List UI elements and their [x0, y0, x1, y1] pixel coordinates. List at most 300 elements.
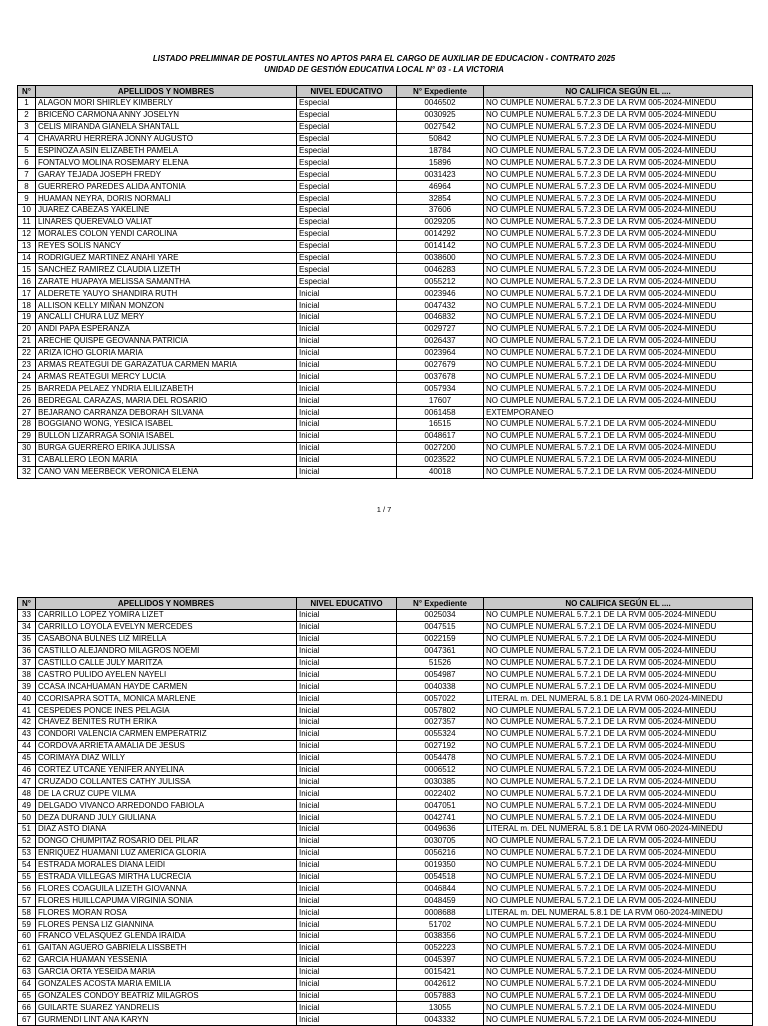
table-row: [18, 669, 753, 681]
row-number: 9: [18, 193, 36, 205]
applicant-name: GONZALES CONDOY BEATRIZ MILAGROS: [36, 990, 297, 1002]
row-number: 60: [18, 931, 36, 943]
disqualification-reason: NO CUMPLE NUMERAL 5.7.2.3 DE LA RVM 005-2024-MINEDU: [484, 133, 753, 145]
row-number: 57: [18, 895, 36, 907]
applicant-name: GONZALES ACOSTA MARIA EMILIA: [36, 978, 297, 990]
row-number: 49: [18, 800, 36, 812]
applicant-name: ALLISON KELLY MIÑAN MONZON: [36, 300, 297, 312]
table-row: [18, 835, 753, 847]
applicant-name: FLORES PENSA LIZ GIANNINA: [36, 919, 297, 931]
education-level: Inicial: [297, 610, 397, 622]
disqualification-reason: NO CUMPLE NUMERAL 5.7.2.1 DE LA RVM 005-2024-MINEDU: [484, 621, 753, 633]
row-number: 65: [18, 990, 36, 1002]
applicant-name: CABALLERO LEON MARIA: [36, 454, 297, 466]
applicant-name: CESPEDES PONCE INES PELAGIA: [36, 705, 297, 717]
applicant-name: JUAREZ CABEZAS YAKELINE: [36, 205, 297, 217]
row-number: 51: [18, 824, 36, 836]
table-row: [18, 681, 753, 693]
education-level: Inicial: [297, 705, 397, 717]
row-number: 19: [18, 312, 36, 324]
table-row: [18, 966, 753, 978]
row-number: 17: [18, 288, 36, 300]
education-level: Inicial: [297, 966, 397, 978]
row-number: 6: [18, 157, 36, 169]
file-number: 15896: [397, 157, 484, 169]
disqualification-reason: NO CUMPLE NUMERAL 5.7.2.1 DE LA RVM 005-2024-MINEDU: [484, 347, 753, 359]
education-level: Inicial: [297, 1014, 397, 1026]
education-level: Inicial: [297, 681, 397, 693]
col-header-number: N°: [18, 86, 36, 98]
disqualification-reason: NO CUMPLE NUMERAL 5.7.2.1 DE LA RVM 005-2024-MINEDU: [484, 931, 753, 943]
education-level: Inicial: [297, 788, 397, 800]
row-number: 55: [18, 871, 36, 883]
row-number: 42: [18, 717, 36, 729]
file-number: 0014292: [397, 228, 484, 240]
disqualification-reason: NO CUMPLE NUMERAL 5.7.2.3 DE LA RVM 005-2024-MINEDU: [484, 98, 753, 110]
education-level: Especial: [297, 264, 397, 276]
file-number: 0054478: [397, 752, 484, 764]
file-number: 0047432: [397, 300, 484, 312]
applicant-name: GAITAN AGUERO GABRIELA LISSBETH: [36, 942, 297, 954]
table-row: [18, 1002, 753, 1014]
row-number: 18: [18, 300, 36, 312]
disqualification-reason: NO CUMPLE NUMERAL 5.7.2.3 DE LA RVM 005-2024-MINEDU: [484, 228, 753, 240]
applicant-name: GUILARTE SUAREZ YANDRELIS: [36, 1002, 297, 1014]
applicant-name: DEZA DURAND JULY GIULIANA: [36, 812, 297, 824]
row-number: 67: [18, 1014, 36, 1026]
table-row: [18, 919, 753, 931]
row-number: 3: [18, 121, 36, 133]
row-number: 22: [18, 347, 36, 359]
applicant-name: FONTALVO MOLINA ROSEMARY ELENA: [36, 157, 297, 169]
file-number: 0048617: [397, 430, 484, 442]
table-row: [18, 133, 753, 145]
document-title-line1: LISTADO PRELIMINAR DE POSTULANTES NO APTOS PARA EL CARGO DE AUXILIAR DE EDUCACION - CONTRATO 2025: [152, 54, 616, 63]
table-row: [18, 847, 753, 859]
file-number: 0031423: [397, 169, 484, 181]
col-header-reason: NO CALIFICA SEGÚN EL ....: [484, 86, 753, 98]
file-number: 0047515: [397, 621, 484, 633]
file-number: 0023946: [397, 288, 484, 300]
education-level: Inicial: [297, 764, 397, 776]
file-number: 0027542: [397, 121, 484, 133]
file-number: 0029727: [397, 323, 484, 335]
file-number: 0046502: [397, 98, 484, 110]
disqualification-reason: NO CUMPLE NUMERAL 5.7.2.1 DE LA RVM 005-2024-MINEDU: [484, 419, 753, 431]
col-header-level: NIVEL EDUCATIVO: [297, 86, 397, 98]
education-level: Inicial: [297, 454, 397, 466]
education-level: Especial: [297, 252, 397, 264]
col-header-file: N° Expediente: [397, 86, 484, 98]
education-level: Inicial: [297, 776, 397, 788]
disqualification-reason: LITERAL m. DEL NUMERAL 5.8.1 DE LA RVM 060-2024-MINEDU: [484, 693, 753, 705]
education-level: Inicial: [297, 419, 397, 431]
table-row: [18, 383, 753, 395]
education-level: Inicial: [297, 835, 397, 847]
applicant-name: GARCIA HUAMAN YESSENIA: [36, 954, 297, 966]
disqualification-reason: NO CUMPLE NUMERAL 5.7.2.1 DE LA RVM 005-2024-MINEDU: [484, 859, 753, 871]
file-number: 0054987: [397, 669, 484, 681]
table-row: [18, 264, 753, 276]
row-number: 44: [18, 740, 36, 752]
education-level: Especial: [297, 133, 397, 145]
education-level: Inicial: [297, 359, 397, 371]
education-level: Inicial: [297, 312, 397, 324]
education-level: Inicial: [297, 895, 397, 907]
table-body-page1: [18, 98, 753, 479]
row-number: 66: [18, 1002, 36, 1014]
disqualification-reason: NO CUMPLE NUMERAL 5.7.2.1 DE LA RVM 005-2024-MINEDU: [484, 430, 753, 442]
col-header-reason: NO CALIFICA SEGÚN EL ....: [484, 598, 753, 610]
education-level: Especial: [297, 228, 397, 240]
applicant-name: CARRILLO LOPEZ YOMIRA LIZET: [36, 610, 297, 622]
table-row: [18, 693, 753, 705]
row-number: 58: [18, 907, 36, 919]
education-level: Inicial: [297, 300, 397, 312]
row-number: 53: [18, 847, 36, 859]
applicants-table-page2: [17, 597, 753, 1026]
education-level: Inicial: [297, 407, 397, 419]
file-number: 0046283: [397, 264, 484, 276]
table-row: [18, 205, 753, 217]
row-number: 34: [18, 621, 36, 633]
row-number: 30: [18, 442, 36, 454]
row-number: 1: [18, 98, 36, 110]
table-row: [18, 323, 753, 335]
row-number: 45: [18, 752, 36, 764]
table-row: [18, 931, 753, 943]
disqualification-reason: NO CUMPLE NUMERAL 5.7.2.1 DE LA RVM 005-2024-MINEDU: [484, 669, 753, 681]
education-level: Especial: [297, 98, 397, 110]
applicant-name: ARECHE QUISPE GEOVANNA PATRICIA: [36, 335, 297, 347]
file-number: 0057934: [397, 383, 484, 395]
applicant-name: LINARES QUEREVALO VALIAT: [36, 216, 297, 228]
file-number: 17607: [397, 395, 484, 407]
disqualification-reason: NO CUMPLE NUMERAL 5.7.2.1 DE LA RVM 005-2024-MINEDU: [484, 800, 753, 812]
applicant-name: ANCALLI CHURA LUZ MERY: [36, 312, 297, 324]
applicant-name: CASTRO PULIDO AYELEN NAYELI: [36, 669, 297, 681]
education-level: Inicial: [297, 693, 397, 705]
row-number: 50: [18, 812, 36, 824]
table-row: [18, 216, 753, 228]
table-row: [18, 312, 753, 324]
row-number: 28: [18, 419, 36, 431]
applicant-name: ENRIQUEZ HUAMANI LUZ AMERICA GLORIA: [36, 847, 297, 859]
applicants-table-page1: [17, 85, 753, 479]
row-number: 48: [18, 788, 36, 800]
education-level: Especial: [297, 205, 397, 217]
table-row: [18, 871, 753, 883]
education-level: Especial: [297, 216, 397, 228]
disqualification-reason: NO CUMPLE NUMERAL 5.7.2.1 DE LA RVM 005-2024-MINEDU: [484, 466, 753, 478]
file-number: 0027357: [397, 717, 484, 729]
applicant-name: BARREDA PELAEZ YNDRIA ELILIZABETH: [36, 383, 297, 395]
table-row: [18, 454, 753, 466]
file-number: 0040338: [397, 681, 484, 693]
disqualification-reason: NO CUMPLE NUMERAL 5.7.2.1 DE LA RVM 005-2024-MINEDU: [484, 300, 753, 312]
education-level: Inicial: [297, 442, 397, 454]
table-row: [18, 788, 753, 800]
table-row: [18, 359, 753, 371]
row-number: 33: [18, 610, 36, 622]
applicant-name: DELGADO VIVANCO ARREDONDO FABIOLA: [36, 800, 297, 812]
education-level: Inicial: [297, 859, 397, 871]
file-number: 0061458: [397, 407, 484, 419]
row-number: 39: [18, 681, 36, 693]
education-level: Especial: [297, 240, 397, 252]
disqualification-reason: NO CUMPLE NUMERAL 5.7.2.3 DE LA RVM 005-2024-MINEDU: [484, 205, 753, 217]
file-number: 0030385: [397, 776, 484, 788]
row-number: 8: [18, 181, 36, 193]
file-number: 0025034: [397, 610, 484, 622]
col-header-number: N°: [18, 598, 36, 610]
education-level: Inicial: [297, 800, 397, 812]
table-row: [18, 800, 753, 812]
row-number: 43: [18, 728, 36, 740]
disqualification-reason: NO CUMPLE NUMERAL 5.7.2.1 DE LA RVM 005-2024-MINEDU: [484, 835, 753, 847]
file-number: 0022402: [397, 788, 484, 800]
file-number: 0027679: [397, 359, 484, 371]
disqualification-reason: NO CUMPLE NUMERAL 5.7.2.1 DE LA RVM 005-2024-MINEDU: [484, 871, 753, 883]
table-row: [18, 157, 753, 169]
education-level: Inicial: [297, 919, 397, 931]
disqualification-reason: NO CUMPLE NUMERAL 5.7.2.1 DE LA RVM 005-2024-MINEDU: [484, 764, 753, 776]
table-row: [18, 109, 753, 121]
education-level: Inicial: [297, 847, 397, 859]
file-number: 0055324: [397, 728, 484, 740]
table-row: [18, 657, 753, 669]
education-level: Inicial: [297, 371, 397, 383]
disqualification-reason: NO CUMPLE NUMERAL 5.7.2.1 DE LA RVM 005-2024-MINEDU: [484, 454, 753, 466]
applicant-name: CHAVEZ BENITES RUTH ERIKA: [36, 717, 297, 729]
disqualification-reason: NO CUMPLE NUMERAL 5.7.2.1 DE LA RVM 005-2024-MINEDU: [484, 633, 753, 645]
disqualification-reason: NO CUMPLE NUMERAL 5.7.2.1 DE LA RVM 005-2024-MINEDU: [484, 371, 753, 383]
file-number: 0026437: [397, 335, 484, 347]
disqualification-reason: NO CUMPLE NUMERAL 5.7.2.3 DE LA RVM 005-2024-MINEDU: [484, 121, 753, 133]
disqualification-reason: NO CUMPLE NUMERAL 5.7.2.1 DE LA RVM 005-2024-MINEDU: [484, 442, 753, 454]
applicant-name: BRICEÑO CARMONA ANNY JOSELYN: [36, 109, 297, 121]
disqualification-reason: NO CUMPLE NUMERAL 5.7.2.3 DE LA RVM 005-2024-MINEDU: [484, 145, 753, 157]
file-number: 0038356: [397, 931, 484, 943]
applicant-name: CRUZADO COLLANTES CATHY JULISSA: [36, 776, 297, 788]
disqualification-reason: NO CUMPLE NUMERAL 5.7.2.1 DE LA RVM 005-2024-MINEDU: [484, 359, 753, 371]
disqualification-reason: NO CUMPLE NUMERAL 5.7.2.1 DE LA RVM 005-2024-MINEDU: [484, 1002, 753, 1014]
education-level: Inicial: [297, 633, 397, 645]
file-number: 0027200: [397, 442, 484, 454]
table-row: [18, 252, 753, 264]
education-level: Especial: [297, 193, 397, 205]
table-row: [18, 990, 753, 1002]
education-level: Especial: [297, 109, 397, 121]
file-number: 0046844: [397, 883, 484, 895]
table-row: [18, 764, 753, 776]
education-level: Inicial: [297, 954, 397, 966]
row-number: 15: [18, 264, 36, 276]
applicant-name: DE LA CRUZ CUPE VILMA: [36, 788, 297, 800]
table-row: [18, 181, 753, 193]
applicant-name: GARCIA ORTA YESEIDA MARIA: [36, 966, 297, 978]
table-row: [18, 812, 753, 824]
row-number: 23: [18, 359, 36, 371]
education-level: Inicial: [297, 395, 397, 407]
education-level: Inicial: [297, 931, 397, 943]
table-row: [18, 228, 753, 240]
disqualification-reason: NO CUMPLE NUMERAL 5.7.2.3 DE LA RVM 005-2024-MINEDU: [484, 276, 753, 288]
table-row: [18, 859, 753, 871]
file-number: 0030925: [397, 109, 484, 121]
applicant-name: BULLON LIZARRAGA SONIA ISABEL: [36, 430, 297, 442]
applicant-name: BEDREGAL CARAZAS, MARIA DEL ROSARIO: [36, 395, 297, 407]
education-level: Inicial: [297, 812, 397, 824]
applicant-name: DONGO CHUMPITAZ ROSARIO DEL PILAR: [36, 835, 297, 847]
row-number: 61: [18, 942, 36, 954]
applicant-name: FLORES MORAN ROSA: [36, 907, 297, 919]
education-level: Especial: [297, 276, 397, 288]
table-row: [18, 442, 753, 454]
row-number: 2: [18, 109, 36, 121]
file-number: 0008688: [397, 907, 484, 919]
file-number: 0029205: [397, 216, 484, 228]
table-row: [18, 621, 753, 633]
file-number: 46964: [397, 181, 484, 193]
education-level: Inicial: [297, 288, 397, 300]
applicant-name: ESPINOZA ASIN ELIZABETH PAMELA: [36, 145, 297, 157]
education-level: Inicial: [297, 347, 397, 359]
disqualification-reason: NO CUMPLE NUMERAL 5.7.2.3 DE LA RVM 005-2024-MINEDU: [484, 240, 753, 252]
applicant-name: CASTILLO CALLE JULY MARITZA: [36, 657, 297, 669]
table-row: [18, 407, 753, 419]
row-number: 29: [18, 430, 36, 442]
education-level: Inicial: [297, 383, 397, 395]
row-number: 47: [18, 776, 36, 788]
applicant-name: ANDI PAPA ESPERANZA: [36, 323, 297, 335]
col-header-name: APELLIDOS Y NOMBRES: [36, 86, 297, 98]
disqualification-reason: NO CUMPLE NUMERAL 5.7.2.1 DE LA RVM 005-2024-MINEDU: [484, 335, 753, 347]
row-number: 38: [18, 669, 36, 681]
table-row: [18, 335, 753, 347]
education-level: Inicial: [297, 883, 397, 895]
applicant-name: CHAVARRU HERRERA JONNY AUGUSTO: [36, 133, 297, 145]
file-number: 0023522: [397, 454, 484, 466]
education-level: Inicial: [297, 871, 397, 883]
row-number: 26: [18, 395, 36, 407]
education-level: Inicial: [297, 1002, 397, 1014]
disqualification-reason: NO CUMPLE NUMERAL 5.7.2.1 DE LA RVM 005-2024-MINEDU: [484, 942, 753, 954]
education-level: Inicial: [297, 740, 397, 752]
row-number: 46: [18, 764, 36, 776]
education-level: Especial: [297, 145, 397, 157]
disqualification-reason: NO CUMPLE NUMERAL 5.7.2.1 DE LA RVM 005-2024-MINEDU: [484, 966, 753, 978]
disqualification-reason: NO CUMPLE NUMERAL 5.7.2.1 DE LA RVM 005-2024-MINEDU: [484, 990, 753, 1002]
row-number: 40: [18, 693, 36, 705]
disqualification-reason: NO CUMPLE NUMERAL 5.7.2.1 DE LA RVM 005-2024-MINEDU: [484, 323, 753, 335]
education-level: Inicial: [297, 717, 397, 729]
file-number: 0042741: [397, 812, 484, 824]
file-number: 51526: [397, 657, 484, 669]
applicant-name: RODRIGUEZ MARTINEZ ANAHI YARE: [36, 252, 297, 264]
file-number: 0022159: [397, 633, 484, 645]
file-number: 51702: [397, 919, 484, 931]
applicant-name: FRANCO VELASQUEZ GLENDA IRAIDA: [36, 931, 297, 943]
col-header-file: N° Expediente: [397, 598, 484, 610]
row-number: 25: [18, 383, 36, 395]
row-number: 10: [18, 205, 36, 217]
table-row: [18, 633, 753, 645]
disqualification-reason: NO CUMPLE NUMERAL 5.7.2.3 DE LA RVM 005-2024-MINEDU: [484, 109, 753, 121]
applicant-name: CORDOVA ARRIETA AMALIA DE JESUS: [36, 740, 297, 752]
disqualification-reason: NO CUMPLE NUMERAL 5.7.2.3 DE LA RVM 005-2024-MINEDU: [484, 216, 753, 228]
file-number: 0047051: [397, 800, 484, 812]
applicant-name: MORALES COLON YENDI CAROLINA: [36, 228, 297, 240]
table-row: [18, 276, 753, 288]
applicant-name: ALDERETE YAUYO SHANDIRA RUTH: [36, 288, 297, 300]
education-level: Inicial: [297, 728, 397, 740]
disqualification-reason: NO CUMPLE NUMERAL 5.7.2.1 DE LA RVM 005-2024-MINEDU: [484, 776, 753, 788]
table-body-page2: [18, 610, 753, 1026]
applicant-name: CORTEZ UTCAÑE YENIFER ANYELINA: [36, 764, 297, 776]
file-number: 32854: [397, 193, 484, 205]
file-number: 0043332: [397, 1014, 484, 1026]
file-number: 0057883: [397, 990, 484, 1002]
row-number: 63: [18, 966, 36, 978]
disqualification-reason: NO CUMPLE NUMERAL 5.7.2.1 DE LA RVM 005-2024-MINEDU: [484, 288, 753, 300]
file-number: 40018: [397, 466, 484, 478]
education-level: Inicial: [297, 335, 397, 347]
table-row: [18, 121, 753, 133]
row-number: 62: [18, 954, 36, 966]
disqualification-reason: NO CUMPLE NUMERAL 5.7.2.3 DE LA RVM 005-2024-MINEDU: [484, 181, 753, 193]
row-number: 5: [18, 145, 36, 157]
disqualification-reason: NO CUMPLE NUMERAL 5.7.2.1 DE LA RVM 005-2024-MINEDU: [484, 717, 753, 729]
file-number: 0054518: [397, 871, 484, 883]
applicant-name: SANCHEZ RAMIREZ CLAUDIA LIZETH: [36, 264, 297, 276]
disqualification-reason: NO CUMPLE NUMERAL 5.7.2.1 DE LA RVM 005-2024-MINEDU: [484, 681, 753, 693]
applicant-name: ALAGON MORI SHIRLEY KIMBERLY: [36, 98, 297, 110]
applicant-name: BEJARANO CARRANZA DEBORAH SILVANA: [36, 407, 297, 419]
row-number: 7: [18, 169, 36, 181]
table-row: [18, 371, 753, 383]
disqualification-reason: NO CUMPLE NUMERAL 5.7.2.3 DE LA RVM 005-2024-MINEDU: [484, 157, 753, 169]
table-row: [18, 610, 753, 622]
education-level: Inicial: [297, 657, 397, 669]
page-number: 1 / 7: [376, 505, 392, 514]
disqualification-reason: NO CUMPLE NUMERAL 5.7.2.1 DE LA RVM 005-2024-MINEDU: [484, 883, 753, 895]
education-level: Inicial: [297, 645, 397, 657]
applicant-name: CARRILLO LOYOLA EVELYN MERCEDES: [36, 621, 297, 633]
row-number: 12: [18, 228, 36, 240]
disqualification-reason: NO CUMPLE NUMERAL 5.7.2.1 DE LA RVM 005-2024-MINEDU: [484, 705, 753, 717]
file-number: 0038600: [397, 252, 484, 264]
applicant-name: ESTRADA VILLEGAS MIRTHA LUCRECIA: [36, 871, 297, 883]
education-level: Inicial: [297, 942, 397, 954]
table-row: [18, 824, 753, 836]
education-level: Inicial: [297, 430, 397, 442]
table-row: [18, 419, 753, 431]
table-row: [18, 942, 753, 954]
education-level: Inicial: [297, 907, 397, 919]
applicant-name: DIAZ ASTO DIANA: [36, 824, 297, 836]
table-row: [18, 883, 753, 895]
table-row: [18, 193, 753, 205]
file-number: 0055212: [397, 276, 484, 288]
applicant-name: ZARATE HUAPAYA MELISSA SAMANTHA: [36, 276, 297, 288]
table-header-row: [18, 598, 753, 610]
table-row: [18, 740, 753, 752]
row-number: 14: [18, 252, 36, 264]
disqualification-reason: NO CUMPLE NUMERAL 5.7.2.1 DE LA RVM 005-2024-MINEDU: [484, 847, 753, 859]
file-number: 0015421: [397, 966, 484, 978]
file-number: 37606: [397, 205, 484, 217]
